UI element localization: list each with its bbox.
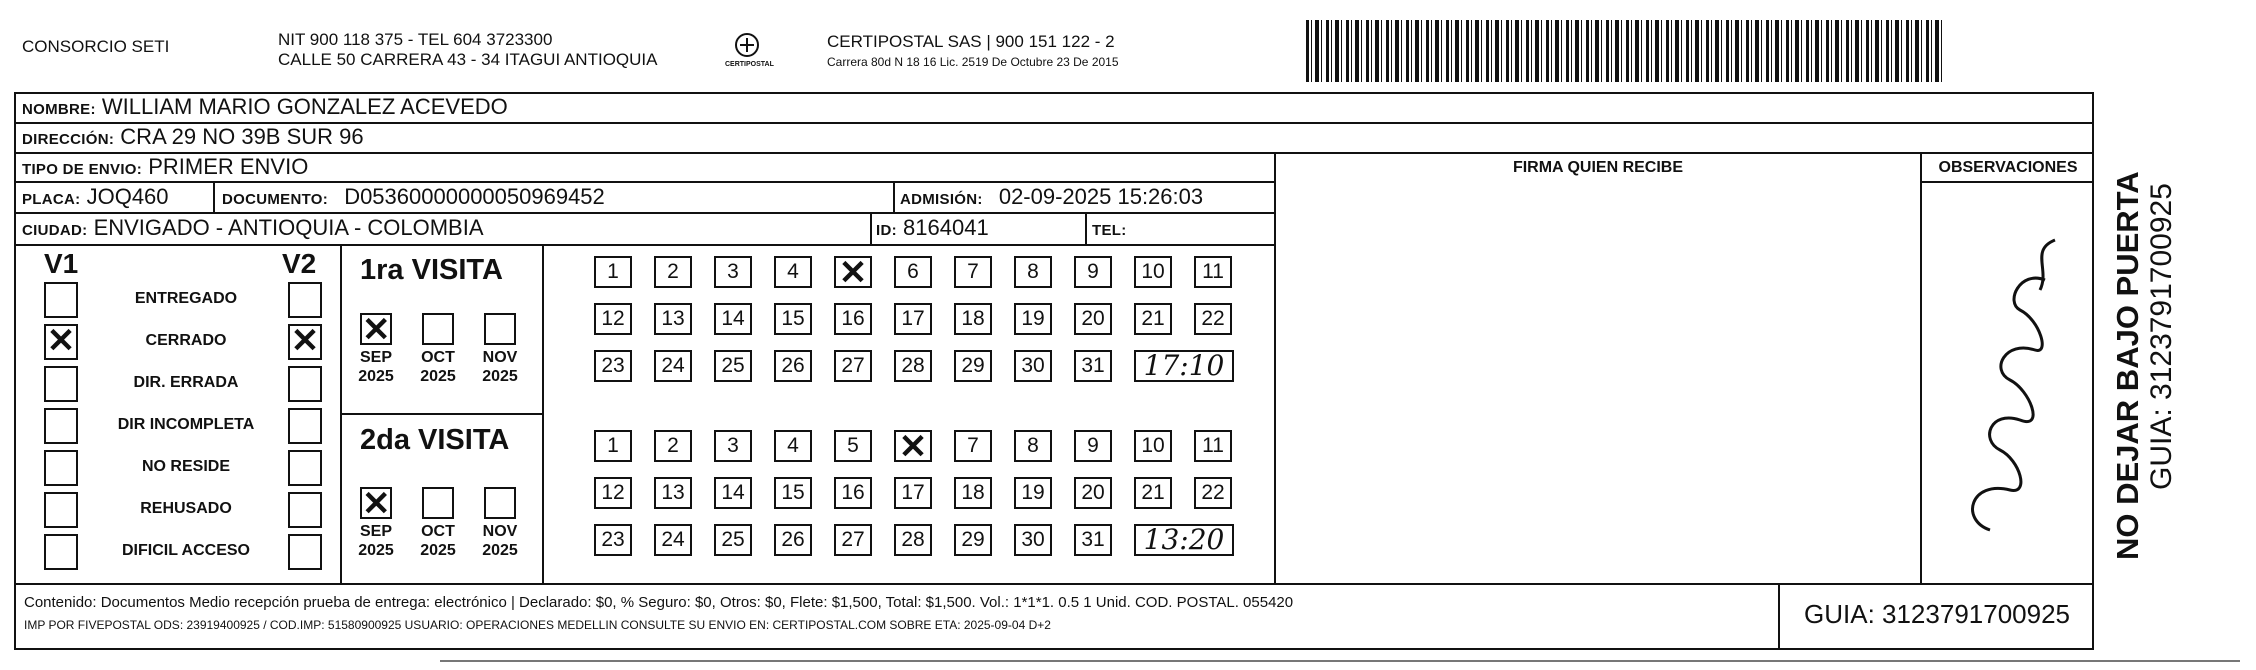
month-checkbox[interactable] [360,313,392,345]
v1-checkbox[interactable] [44,408,78,444]
v1-label: V1 [44,248,79,279]
day-box[interactable]: 26 [774,350,812,382]
visit1-title: 1ra VISITA [360,254,503,286]
v1-checkbox[interactable] [44,534,78,570]
day-box[interactable]: 19 [1014,303,1052,335]
documento-value: D05360000000050969452 [344,184,605,209]
observaciones-header: OBSERVACIONES [1938,159,2078,176]
day-box[interactable]: 14 [714,477,752,509]
day-box[interactable]: 28 [894,350,932,382]
month-label: SEP 2025 [358,349,394,385]
day-box[interactable]: 19 [1014,477,1052,509]
status-label: DIR. ERRADA [133,374,239,391]
id-label: ID: [876,222,897,239]
side-warning: NO DEJAR BAJO PUERTA [2110,171,2145,560]
v1-checkbox[interactable] [44,366,78,402]
day-box[interactable]: 20 [1074,303,1112,335]
firma-header: FIRMA QUIEN RECIBE [1512,159,1684,176]
day-box[interactable]: 17 [894,477,932,509]
logo-text: CERTIPOSTAL [725,61,774,68]
placa-field [22,184,169,210]
day-box[interactable]: 18 [954,303,992,335]
month-label: OCT 2025 [420,349,456,385]
month-checkbox[interactable] [484,313,516,345]
day-box[interactable]: 13 [654,477,692,509]
day-box[interactable]: 9 [1074,256,1112,288]
day-box[interactable]: 20 [1074,477,1112,509]
day-box[interactable]: 7 [954,256,992,288]
day-box[interactable]: 3 [714,430,752,462]
side-guia: GUIA: 3123791700925 [2145,183,2178,490]
documento-field [222,184,605,210]
company-name: CONSORCIO SETI [22,37,170,56]
visit-time: 17:10 [1134,350,1234,382]
status-label: ENTREGADO [134,290,238,307]
day-box[interactable]: 8 [1014,430,1052,462]
day-box[interactable]: 7 [954,430,992,462]
day-box[interactable]: 30 [1014,524,1052,556]
day-box[interactable]: 22 [1194,303,1232,335]
tel-field [1092,215,1127,241]
nombre-label: NOMBRE: [22,101,96,118]
v1-checkbox[interactable] [44,492,78,528]
day-box[interactable]: 13 [654,303,692,335]
day-box[interactable]: 6 [894,256,932,288]
day-box[interactable]: 15 [774,477,812,509]
tipo-label: TIPO DE ENVIO: [22,161,143,178]
month-label: OCT 2025 [420,523,456,559]
v2-label: V2 [282,248,317,279]
logo-icon [732,32,762,58]
day-box[interactable]: 16 [834,303,872,335]
tel-label: TEL: [1092,222,1127,239]
day-box[interactable]: 17 [894,303,932,335]
recipient-signature [1950,230,2080,555]
day-box[interactable]: 25 [714,524,752,556]
day-box[interactable]: 22 [1194,477,1232,509]
day-box[interactable]: 12 [594,303,632,335]
day-box[interactable]: 16 [834,477,872,509]
day-box[interactable]: 2 [654,256,692,288]
nombre-field [22,94,508,120]
day-box[interactable]: 21 [1134,303,1172,335]
day-box[interactable]: 23 [594,524,632,556]
day-box[interactable]: 2 [654,430,692,462]
day-box[interactable]: 4 [774,430,812,462]
ciudad-field [22,215,484,241]
ciudad-value: ENVIGADO - ANTIOQUIA - COLOMBIA [93,215,484,240]
direccion-field [22,124,364,150]
day-box[interactable]: 28 [894,524,932,556]
nit-line: NIT 900 118 375 - TEL 604 3723300 [278,30,553,49]
day-box[interactable]: 24 [654,350,692,382]
status-label: DIFICIL ACCESO [121,542,250,559]
month-checkbox[interactable] [422,313,454,345]
ciudad-label: CIUDAD: [22,222,88,239]
id-field [876,215,989,241]
direccion-value: CRA 29 NO 39B SUR 96 [120,124,364,149]
month-label: SEP 2025 [358,523,394,559]
bottom-rule [440,660,2240,662]
license-line: Carrera 80d N 18 16 Lic. 2519 De Octubre 23 De 2015 [827,55,1119,69]
day-box[interactable]: 18 [954,477,992,509]
placa-label: PLACA: [22,191,81,208]
day-box[interactable]: 27 [834,350,872,382]
admision-label: ADMISIÓN: [900,191,983,208]
footer-imp: IMP POR FIVEPOSTAL ODS: 23919400925 / COD.IMP: 51580900925 USUARIO: OPERACIONES MEDELLIN CONSULTE SU ENVIO EN: CERTIPOSTAL.COM SOBRE ETA: 2025-09-04 D+2 [24,618,1051,632]
day-box[interactable]: 31 [1074,350,1112,382]
month-label: NOV 2025 [482,523,518,559]
direccion-label: DIRECCIÓN: [22,131,115,148]
tipo-field [22,154,308,180]
day-box[interactable]: 30 [1014,350,1052,382]
visit2-title: 2da VISITA [360,424,510,456]
day-box[interactable]: 29 [954,350,992,382]
day-box[interactable]: 4 [774,256,812,288]
day-box[interactable]: 26 [774,524,812,556]
documento-label: DOCUMENTO: [222,191,329,208]
status-label: CERRADO [145,332,227,349]
month-checkbox[interactable] [422,487,454,519]
status-label: REHUSADO [140,500,232,517]
placa-value: JOQ460 [86,184,169,209]
day-box[interactable]: 11 [1194,256,1232,288]
day-box[interactable]: 25 [714,350,752,382]
day-box[interactable]: 9 [1074,430,1112,462]
day-box[interactable] [894,430,932,462]
day-box[interactable]: 24 [654,524,692,556]
day-box[interactable]: 12 [594,477,632,509]
status-label: NO RESIDE [141,458,230,475]
footer-guia: GUIA: 3123791700925 [1804,599,2070,629]
status-label: DIR INCOMPLETA [117,416,255,433]
day-box[interactable]: 27 [834,524,872,556]
nombre-value: WILLIAM MARIO GONZALEZ ACEVEDO [101,94,508,119]
certipostal-line: CERTIPOSTAL SAS | 900 151 122 - 2 [827,32,1115,51]
address-line: CALLE 50 CARRERA 43 - 34 ITAGUI ANTIOQUIA [278,50,658,69]
admision-field [900,184,1203,210]
month-checkbox[interactable] [360,487,392,519]
id-value: 8164041 [903,215,989,240]
day-box[interactable]: 5 [834,430,872,462]
day-box[interactable]: 11 [1194,430,1232,462]
day-box[interactable]: 23 [594,350,632,382]
day-box[interactable]: 31 [1074,524,1112,556]
v1-checkbox[interactable] [44,324,78,360]
day-box[interactable]: 10 [1134,430,1172,462]
day-box[interactable]: 29 [954,524,992,556]
footer-contenido: Contenido: Documentos Medio recepción prueba de entrega: electrónico | Declarado: $0, % Seguro: $0, Otros: $0, Flete: $1,500, Total: $1,500. Vol.: 1*1*1. 0.5 1 Unid. COD. POSTAL. 055420 [24,594,1294,611]
v1-checkbox[interactable] [44,450,78,486]
month-checkbox[interactable] [484,487,516,519]
day-box[interactable]: 1 [594,256,632,288]
day-box[interactable]: 15 [774,303,812,335]
tipo-value: PRIMER ENVIO [148,154,309,179]
day-box[interactable] [834,256,872,288]
admision-value: 02-09-2025 15:26:03 [998,184,1204,209]
visit-time: 13:20 [1134,524,1234,556]
month-label: NOV 2025 [482,349,518,385]
day-box[interactable]: 3 [714,256,752,288]
day-box[interactable]: 10 [1134,256,1172,288]
v1-checkbox[interactable] [44,282,78,318]
barcode [1306,20,1942,82]
day-box[interactable]: 14 [714,303,752,335]
day-box[interactable]: 8 [1014,256,1052,288]
day-box[interactable]: 1 [594,430,632,462]
certipostal-logo [725,32,774,68]
day-box[interactable]: 21 [1134,477,1172,509]
